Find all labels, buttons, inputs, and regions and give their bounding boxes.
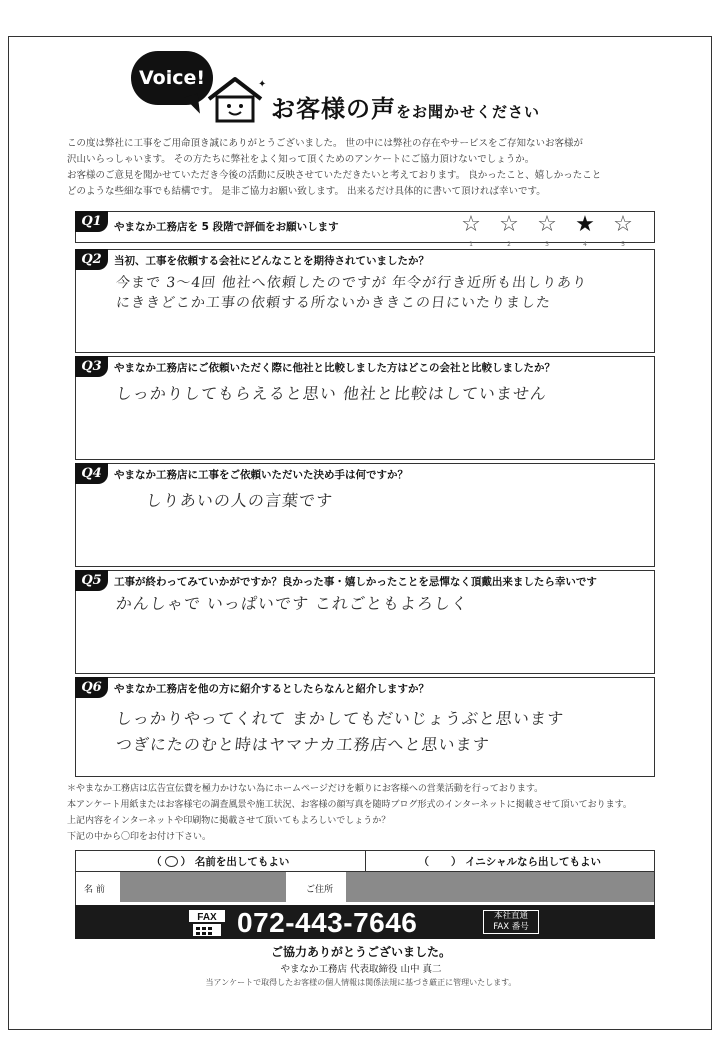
q6-answer-line-1: しっかりやってくれて まかしてもだいじょうぶと思います — [114, 709, 565, 728]
intro-line-3: お客様のご意見を聞かせていただき今後の活動に反映させていただきたいと考えております。 良かったこと、嬉しかったこと — [67, 170, 602, 181]
svg-text:FAX: FAX — [197, 912, 217, 923]
q3-badge: Q3 — [75, 356, 108, 377]
page-title: お客様の声をお聞かせください — [271, 95, 541, 123]
rating-stars — [458, 212, 636, 248]
name-label: 名 前 — [84, 885, 105, 895]
intro-line-2: 沢山いらっしゃいます。 その方たちに弊社をよく知って頂くためのアンケートにご協力頂けないでしょうか。 — [67, 154, 535, 165]
q3-answer: しっかりしてもらえると思い 他社と比較はしていません — [114, 384, 548, 403]
company-line: やまなか工務店 代表取締役 山中 真二 — [280, 964, 442, 975]
q5-text: 工事が終わってみていかがですか？良かった事・嬉しかったことを忌憚なく頂戴出来ましたら幸いです — [114, 576, 597, 588]
question-6 — [75, 677, 655, 777]
address-label: ご住所 — [306, 885, 334, 895]
address-redaction — [346, 872, 654, 902]
fax-machine-icon — [187, 908, 227, 938]
q5-answer: かんしゃで いっぱいです これごともよろしく — [114, 594, 470, 613]
q6-text: やまなか工務店を他の方に紹介するとしたらなんと紹介しますか？ — [114, 683, 429, 695]
star-3: ☆ 3 — [537, 212, 557, 248]
consent-option-name[interactable]: （ ） 名前を出してもよい — [151, 855, 290, 868]
voice-bubble — [131, 51, 213, 105]
survey-sheet — [8, 36, 712, 1030]
question-5 — [75, 570, 655, 674]
intro-line-4: どのような些細な事でも結構です。 是非ご協力お願い致します。 出来るだけ具体的に書いて頂ければ幸いです。 — [67, 186, 546, 197]
note-line-1: ＊やまなか工務店は広告宣伝費を極力かけない為にホームページだけを頼りにお客様への営業活動を行っております。 — [67, 784, 544, 794]
q2-answer-line-1: 今まで 3〜4回 他社へ依頼したのですが 年令が行き近所も出しりあり — [115, 275, 588, 291]
question-4 — [75, 463, 655, 567]
q4-badge: Q4 — [75, 463, 108, 484]
question-1 — [75, 211, 655, 248]
star-2: ☆ 2 — [499, 212, 519, 248]
q2-text: 当初、工事を依頼する会社にどんなことを期待されていましたか？ — [114, 255, 429, 267]
q1-badge: Q1 — [75, 211, 108, 232]
intro-line-1: この度は弊社に工事をご用命頂き誠にありがとうございました。 世の中には弊社の存在やサービスをご存知ないお客様が — [67, 138, 584, 149]
note-line-2: 本アンケート用紙またはお客様宅の調査風景や施工状況、お客様の顔写真を随時ブログ形式のインターネットに掲載させて頂いております。 — [67, 800, 632, 810]
question-2 — [75, 249, 655, 353]
star-4: ★ 4 — [575, 212, 595, 248]
svg-text:✦: ✦ — [258, 79, 267, 90]
consent-options — [75, 850, 655, 872]
fax-tag: 本社直通 FAX 番号 — [483, 910, 539, 934]
q2-answer-line-2: にききどこか工事の依頼する所ないかききこの日にいたりました — [115, 295, 552, 311]
star-1: ☆ 1 — [461, 212, 481, 248]
consent-option-initials[interactable]: （ ） イニシャルなら出してもよい — [365, 851, 655, 871]
fax-bar — [75, 905, 655, 939]
q1-text: やまなか工務店を 5 段階で評価をお願いします — [114, 221, 339, 233]
voice-label: Voice! — [138, 67, 206, 89]
star-5: ☆ 5 — [613, 212, 633, 248]
name-redaction — [120, 872, 286, 902]
note-line-3: 上記内容をインターネットや印刷物に掲載させて頂いてもよろしいでしょうか？ — [67, 816, 391, 826]
q4-text: やまなか工務店に工事をご依頼いただいた決め手は何ですか？ — [114, 469, 408, 481]
question-3 — [75, 356, 655, 460]
selected-circle-mark — [165, 856, 178, 867]
q6-badge: Q6 — [75, 677, 108, 698]
q2-badge: Q2 — [75, 249, 108, 270]
house-icon — [205, 75, 265, 125]
q5-badge: Q5 — [75, 570, 108, 591]
q3-text: やまなか工務店にご依頼いただく際に他社と比較しました方はどこの会社と比較しましたか？ — [114, 362, 555, 374]
fax-number: 072-443-7646 — [237, 907, 418, 938]
name-address-row — [75, 872, 655, 906]
privacy-note: 当アンケートで取得したお客様の個人情報は関係法規に基づき厳正に管理いたします。 — [205, 978, 517, 987]
q4-answer: しりあいの人の言葉です — [144, 491, 334, 510]
thanks-text: ご協力ありがとうございました。 — [270, 945, 451, 959]
note-line-4: 下記の中から〇印をお付け下さい。 — [67, 832, 212, 842]
q6-answer-line-2: つぎにたのむと時はヤマナカ工務店へと思います — [114, 735, 491, 754]
